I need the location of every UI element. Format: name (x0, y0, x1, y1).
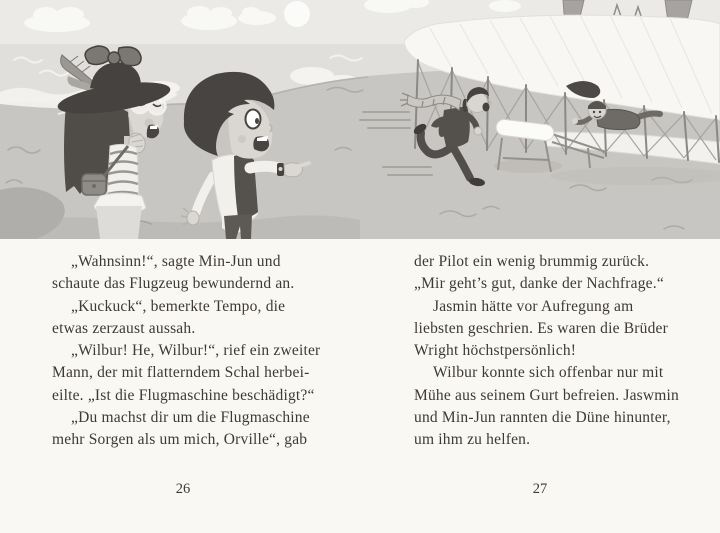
text-line: Wilbur konnte sich offenbar nur mit (433, 364, 664, 382)
beach-flyer-illustration (0, 0, 720, 239)
text-line: liebsten geschrien. Es waren die Brüder (414, 319, 668, 337)
text-line: eilte. „Ist die Flugmaschine beschädigt?“ (52, 386, 315, 404)
page-number-right: 27 (532, 481, 548, 497)
page-left-text (52, 251, 352, 452)
text-line: Jasmin hätte vor Aufregung am (433, 297, 634, 315)
text-line: Mann, der mit flatterndem Schal herbei- (52, 364, 310, 382)
girl-skirt (96, 206, 142, 239)
text-line: „Kuckuck“, bemerkte Tempo, die (71, 297, 286, 315)
text-line: Wright höchstpersönlich! (414, 342, 577, 360)
text-line: „Wahnsinn!“, sagte Min-Jun und (71, 253, 281, 270)
girl-satchel (82, 174, 106, 195)
text-line: und Min-Jun rannten die Düne hinunter, (414, 409, 671, 427)
text-line: etwas zerzaust aussah. (52, 319, 196, 337)
text-line: „Mir geht’s gut, danke der Nachfrage.“ (414, 275, 664, 293)
hat-bow (85, 46, 109, 64)
page-right-text (414, 251, 714, 452)
text-line: um ihm zu helfen. (414, 431, 531, 449)
text-line: der Pilot ein wenig brummig zurück. (414, 253, 650, 270)
text-line: „Wilbur! He, Wilbur!“, rief ein zweiter (71, 342, 321, 360)
text-line: Mühe aus seinem Gurt befreien. Jaswmin (414, 386, 680, 404)
text-line: mehr Sorgen als um mich, Orville“, gab (52, 431, 308, 449)
text-line: schaute das Flugzeug bewundernd an. (52, 275, 295, 293)
page-number-left: 26 (175, 481, 191, 497)
text-line: „Du machst dir um die Flugmaschine (71, 409, 310, 427)
sun (284, 1, 310, 27)
